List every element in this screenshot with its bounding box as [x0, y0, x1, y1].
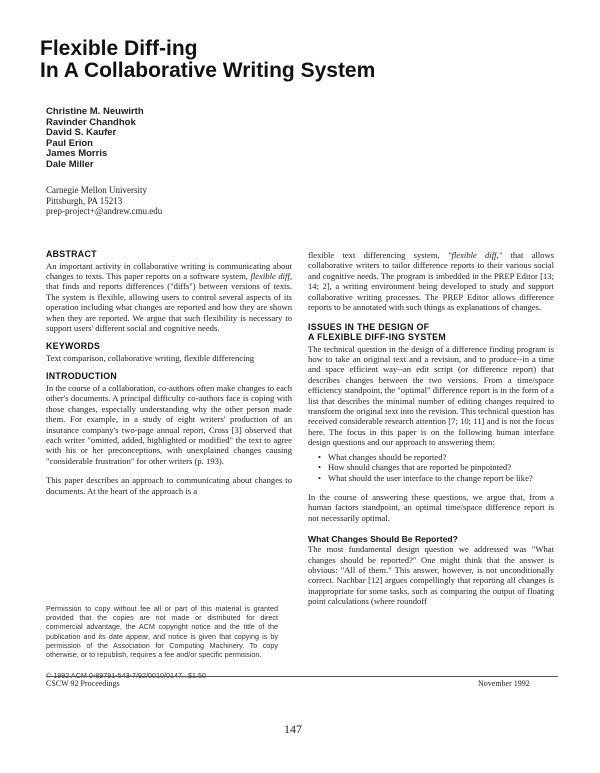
introduction-heading: INTRODUCTION	[46, 371, 118, 382]
intro-continued-paragraph	[308, 250, 554, 312]
author-name: Christine M. Neuwirth	[46, 106, 144, 117]
list-item: • What should the user interface to the change report be like?	[322, 473, 554, 483]
title-line-1: Flexible Diff-ing	[40, 37, 198, 60]
abstract-text	[46, 261, 292, 334]
title-line-2: In A Collaborative Writing System	[40, 59, 376, 82]
affiliation-city: Pittsburgh, PA 15213	[46, 195, 123, 206]
introduction-paragraph-2: This paper describes an approach to communicating about changes to documents. At the heart of the approach is a	[46, 475, 292, 496]
footer-divider	[46, 676, 558, 677]
design-questions-list	[308, 452, 554, 483]
page-number: 147	[284, 722, 302, 736]
permission-notice	[46, 604, 278, 680]
author-list	[46, 107, 144, 171]
affiliation-institution: Carnegie Mellon University	[46, 185, 147, 195]
what-changes-heading: What Changes Should Be Reported?	[308, 534, 458, 545]
abstract-text-start: An important activity in collaborative writing is communicating about changes to texts. This paper reports on a software system,	[46, 260, 292, 281]
keywords-heading: KEYWORDS	[46, 341, 101, 352]
issues-heading	[308, 323, 554, 342]
abstract-system-name: flexible diff,	[250, 271, 292, 281]
abstract-text-end: that finds and reports differences ("diffs") between versions of texts. The system is flexible, allowing users to control several aspects of its operation including what changes are reported and how they are shown when they are reported. We argue that such flexibility is necessary to support users' different social and cognitive needs.	[46, 281, 292, 334]
right-column	[308, 250, 554, 607]
intro-continued-start: flexible text differencing system,	[308, 250, 440, 260]
author-name: Ravinder Chandhok	[46, 116, 136, 128]
what-changes-paragraph: The most fundamental design question we addressed was "What changes should be reported?" One might think that the answer is obvious: "All of them." This answer, however, is not unconditionally correct. Nachbar [12] argues compellingly that reporting all changes is inappropriate for some tasks, such as comparing the output of floating point calculations (where roundoff	[308, 544, 554, 607]
author-name: Dale Miller	[46, 158, 94, 170]
author-name: Paul Erion	[46, 137, 93, 149]
intro-continued-end: that allows collaborative writers to tailor difference reports to their various social and cognitive needs. The program is imbedded in the PREP Editor [13; 14; 2], a writing environment being developed to study and support collaborative writing processes. The PREP Editor allows difference reports to be annotated with such things as explanations of changes.	[308, 250, 555, 313]
abstract-heading: ABSTRACT	[46, 249, 97, 259]
author-name: James Morris	[46, 148, 108, 160]
paper-title	[40, 38, 560, 82]
issues-paragraph-2: In the course of answering these questions, we argue that, from a human factors standpoint, an optimal time/space difference report is not necessarily optimal.	[308, 491, 554, 523]
footer-date: November 1992	[478, 679, 530, 688]
introduction-paragraph-1: In the course of a collaboration, co-authors often make changes to each other's documents. A principal difficulty co-authors face is coping with those changes, especially understanding why the other person made them. For example, in a study of eight writers' production of an insurance company's two-page annual report, Cross [3] observed that each writer "omitted, added, highlighted or modified" the text to agree with his or her preconceptions, with unexplained changes causing "considerable frustration" for other writers (p. 193).	[46, 383, 292, 466]
left-column	[46, 250, 292, 496]
issues-paragraph-1: The technical question in the design of a difference finding program is how to take an original text and a revision, and to produce--in a time and space efficient way--an edit script (or difference report) that describes changes between the two versions. From a time/space efficiency standpoint, the "optimal" difference report is in the form of a list that describes the minimal number of editing changes required to transform the original text into the revision. This technical question has received considerable research attention [7; 10; 11] and is not the focus here. The focus in this paper is on the following human interface design questions and our approach to answering them:	[308, 343, 554, 448]
issues-heading-line-2: A FLEXIBLE DIFF-ING SYSTEM	[308, 332, 446, 343]
list-item: • What changes should be reported?	[322, 452, 554, 462]
affiliation-email: prep-project+@andrew.cmu.edu	[46, 206, 163, 217]
issues-heading-line-1: ISSUES IN THE DESIGN OF	[308, 322, 430, 333]
list-item: • How should changes that are reported be pinpointed?	[322, 462, 554, 472]
keywords-text: Text comparison, collaborative writing, flexible differencing	[46, 353, 255, 364]
author-name: David S. Kaufer	[46, 127, 117, 139]
footer-proceedings: CSCW 92 Proceedings	[46, 679, 120, 688]
intro-system-name: "flexible diff,"	[447, 250, 503, 260]
permission-text: Permission to copy without fee all or part of this material is granted provided that the copies are not made or distributed for direct commercial advantage, the ACM copyright notice and the title of the publication and its date appear, and notice is given that copying is by permission of the Association for Computing Machinery. To copy otherwise, or to republish, requires a fee and/or specific permission.	[46, 604, 278, 660]
affiliation	[46, 185, 162, 217]
